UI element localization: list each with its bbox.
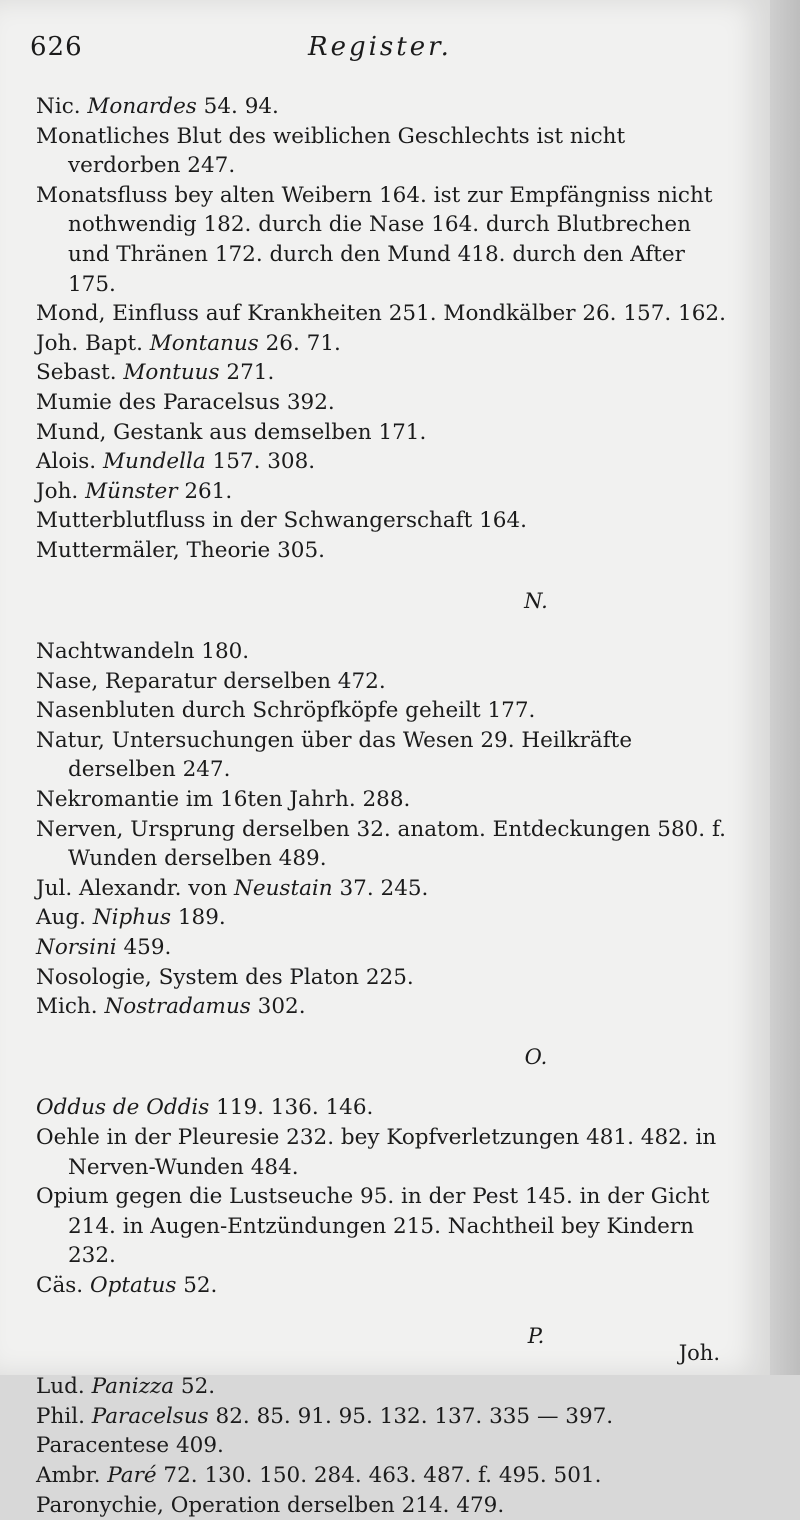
entry-text: Mond, Einfluss auf Krankheiten 251. Mondkälber 26. 157. 162. bbox=[36, 301, 726, 327]
register-entry bbox=[36, 726, 736, 785]
register-entry bbox=[36, 418, 736, 448]
entry-text: Nase, Reparatur derselben 472. bbox=[36, 668, 386, 694]
register-entry bbox=[36, 506, 736, 536]
catchword: Joh. bbox=[678, 1341, 720, 1365]
entry-text: Nic. bbox=[36, 94, 88, 119]
entry-text: Sebast. bbox=[36, 360, 124, 386]
register-entry bbox=[36, 1431, 736, 1461]
entry-text: Nekromantie im 16ten Jahrh. 288. bbox=[36, 787, 411, 813]
entry-text: Muttermäler, Theorie 305. bbox=[36, 537, 325, 563]
register-entry bbox=[36, 92, 736, 122]
running-head: Register. bbox=[308, 32, 452, 62]
entry-text: Monatsfluss bey alten Weibern 164. ist zur Empfängniss nicht nothwendig 182. durch die Nase 164. durch Blutbrechen und Thränen 172. durch den Mund 418. durch den After 175. bbox=[36, 182, 713, 297]
entry-text: Joh. Bapt. bbox=[36, 330, 150, 356]
entry-text: 37. 245. bbox=[332, 875, 429, 901]
register-entry bbox=[36, 992, 736, 1022]
entry-text: 52. bbox=[176, 1272, 218, 1298]
entry-text: Jul. Alexandr. von bbox=[36, 875, 235, 901]
entry-text: 261. bbox=[177, 478, 233, 504]
entry-text: Monatliches Blut des weiblichen Geschlechts ist nicht verdorben 247. bbox=[36, 123, 626, 179]
register-entry bbox=[36, 299, 736, 329]
entry-name: Niphus bbox=[92, 905, 171, 931]
page-edge bbox=[770, 0, 800, 1375]
entry-name: Panizza bbox=[91, 1374, 175, 1400]
entry-text: 26. 71. bbox=[258, 330, 341, 356]
entry-name: Münster bbox=[85, 478, 178, 504]
entry-text: Mich. bbox=[36, 994, 105, 1020]
register-entry bbox=[36, 637, 736, 667]
register-entry bbox=[36, 1182, 736, 1271]
entry-text: Paracentese 409. bbox=[36, 1433, 224, 1459]
entry-name: Montanus bbox=[149, 330, 259, 356]
entry-text: Natur, Untersuchungen über das Wesen 29. Heilkräfte derselben 247. bbox=[36, 727, 633, 783]
register-entry bbox=[36, 122, 736, 181]
register-entry bbox=[36, 536, 736, 566]
register-entry bbox=[36, 815, 736, 874]
entry-name: Paracelsus bbox=[91, 1403, 209, 1429]
register-entry bbox=[36, 358, 736, 388]
entry-name: Norsini bbox=[36, 935, 117, 961]
register-entry bbox=[36, 696, 736, 726]
entry-text: Lud. bbox=[36, 1374, 92, 1400]
entry-text: Joh. bbox=[36, 478, 86, 504]
entry-name: Oddus de Oddis bbox=[36, 1095, 210, 1121]
register-entry bbox=[36, 329, 736, 359]
entry-text: Aug. bbox=[36, 905, 93, 931]
register-entry bbox=[36, 963, 736, 993]
entry-text: 302. bbox=[250, 994, 306, 1020]
register-entry bbox=[36, 933, 736, 963]
register-entry bbox=[36, 785, 736, 815]
entry-name: Optatus bbox=[89, 1272, 177, 1298]
entry-name: Paré bbox=[107, 1462, 157, 1488]
entry-text: Mutterblutfluss in der Schwangerschaft 164. bbox=[36, 508, 528, 534]
entry-text: 189. bbox=[171, 905, 226, 931]
entry-text: 119. 136. 146. bbox=[209, 1095, 374, 1121]
register-entry bbox=[36, 1491, 736, 1520]
register-entry bbox=[36, 477, 736, 507]
register-entry bbox=[36, 874, 736, 904]
entry-text: Paronychie, Operation derselben 214. 479. bbox=[36, 1492, 505, 1518]
entry-name: Mundella bbox=[102, 449, 206, 475]
entry-name: Monardes bbox=[87, 94, 197, 119]
register-entry bbox=[36, 388, 736, 418]
register-entry bbox=[36, 181, 736, 299]
entry-text: Ambr. bbox=[36, 1462, 108, 1488]
register-entry bbox=[36, 667, 736, 697]
section-letter: P. bbox=[527, 1323, 545, 1348]
entry-name: Nostradamus bbox=[104, 994, 251, 1020]
entry-text: Nasenbluten durch Schröpfköpfe geheilt 177. bbox=[36, 698, 536, 724]
entry-text: 157. 308. bbox=[205, 449, 316, 475]
entry-name: Montuus bbox=[123, 360, 220, 386]
entry-text: 72. 130. 150. 284. 463. 487. f. 495. 501. bbox=[156, 1462, 602, 1488]
entry-text: Nosologie, System des Platon 225. bbox=[36, 964, 414, 990]
entry-text: Nachtwandeln 180. bbox=[36, 639, 250, 665]
register-entries bbox=[36, 92, 736, 1520]
entry-text: Nerven, Ursprung derselben 32. anatom. Entdeckungen 580. f. Wunden derselben 489. bbox=[36, 816, 727, 872]
entry-text: 82. 85. 91. 95. 132. 137. 335 — 397. bbox=[208, 1403, 614, 1429]
register-entry bbox=[36, 1123, 736, 1182]
entry-name: Neustain bbox=[234, 875, 333, 901]
entry-text: Oehle in der Pleuresie 232. bey Kopfverletzungen 481. 482. in Nerven-Wunden 484. bbox=[36, 1125, 717, 1180]
entry-text: 54. 94. bbox=[196, 94, 279, 119]
register-entry bbox=[36, 1461, 736, 1491]
register-entry bbox=[36, 447, 736, 477]
entry-text: 271. bbox=[219, 360, 275, 386]
register-entry bbox=[36, 903, 736, 933]
register-entry bbox=[36, 1402, 736, 1432]
page-number: 626 bbox=[30, 32, 83, 62]
entry-text: Phil. bbox=[36, 1403, 92, 1429]
register-entry bbox=[36, 1271, 736, 1301]
entry-text: 459. bbox=[116, 935, 172, 961]
entry-text: Mumie des Paracelsus 392. bbox=[36, 389, 335, 415]
entry-text: Cäs. bbox=[36, 1272, 90, 1298]
entry-text: Mund, Gestank aus demselben 171. bbox=[36, 419, 427, 445]
section-letter: O. bbox=[524, 1044, 548, 1069]
section-letter: N. bbox=[524, 588, 548, 613]
register-entry bbox=[36, 1372, 736, 1402]
entry-text: Alois. bbox=[36, 449, 103, 475]
page-header bbox=[30, 32, 750, 72]
register-entry bbox=[36, 1093, 736, 1123]
entry-text: Opium gegen die Lustseuche 95. in der Pest 145. in der Gicht 214. in Augen-Entzündungen 215. Nachtheil bey Kindern 232. bbox=[36, 1184, 710, 1269]
entry-text: 52. bbox=[174, 1374, 216, 1400]
